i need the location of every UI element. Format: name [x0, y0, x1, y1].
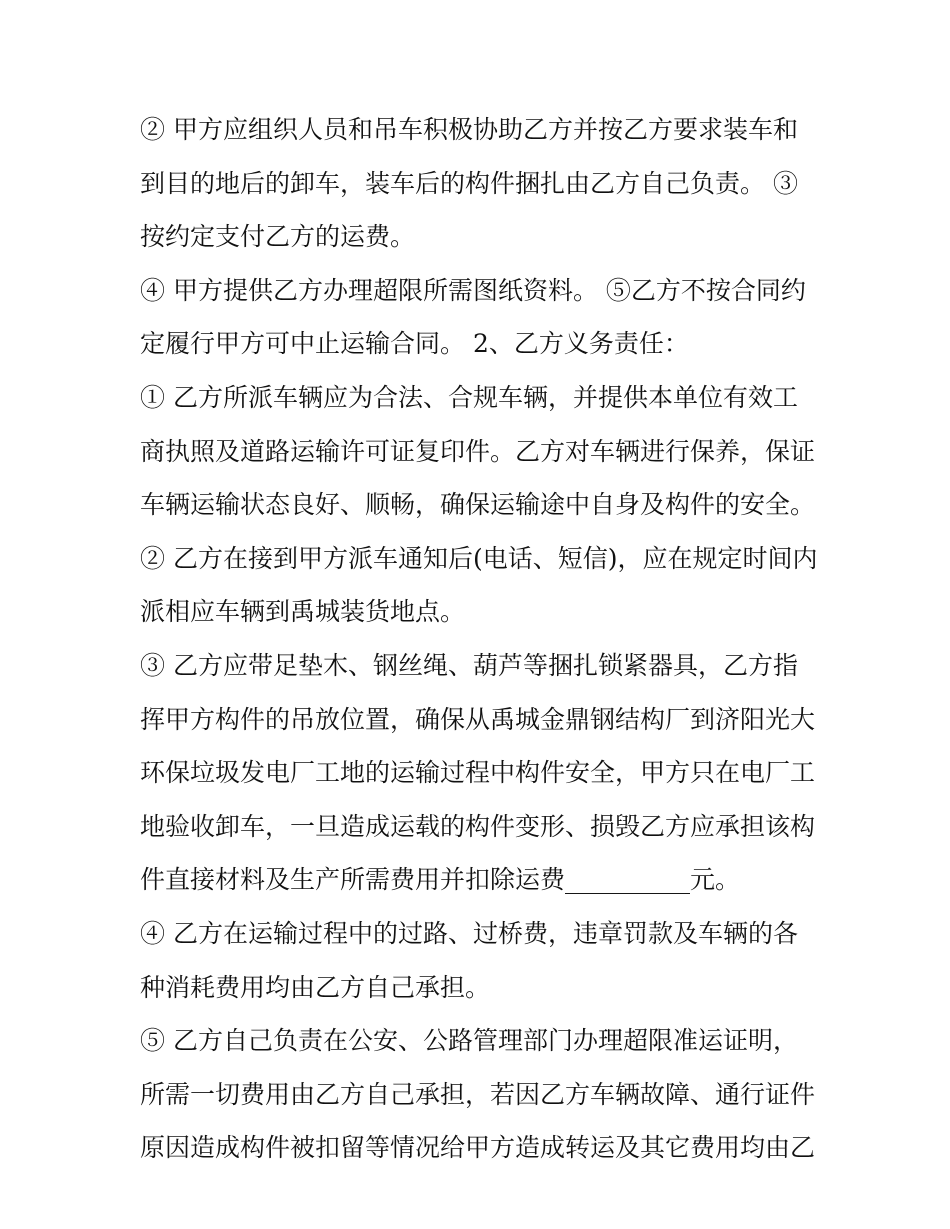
text-line: 原因造成构件被扣留等情况给甲方造成转运及其它费用均由乙: [140, 1133, 816, 1163]
document-body: [140, 110, 820, 1182]
text-line: 商执照及道路运输许可证复印件。乙方对车辆进行保养，保证: [140, 436, 816, 466]
text-line: ③ 乙方应带足垫木、钢丝绳、葫芦等捆扎锁紧器具，乙方指: [140, 650, 798, 680]
text-line: 地验收卸车，一旦造成运载的构件变形、损毁乙方应承担该构: [140, 811, 816, 841]
text-line: 挥甲方构件的吊放位置，确保从禹城金鼎钢结构厂到济阳光大: [140, 704, 816, 734]
text-line: ④ 乙方在运输过程中的过路、过桥费，违章罚款及车辆的各: [140, 918, 798, 948]
text-line: 车辆运输状态良好、顺畅，确保运输途中自身及构件的安全。: [140, 490, 816, 520]
text-line: 定履行甲方可中止运输合同。 2、乙方义务责任：: [140, 329, 689, 359]
text-line: ② 甲方应组织人员和吊车积极协助乙方并按乙方要求装车和: [140, 115, 798, 144]
text-line: 到目的地后的卸车，装车后的构件捆扎由乙方自己负责。 ③: [140, 168, 798, 198]
text-line: ② 乙方在接到甲方派车通知后(电话、短信)，应在规定时间内: [140, 543, 818, 573]
text-line: 种消耗费用均由乙方自己承担。: [140, 972, 491, 1002]
text-line: ① 乙方所派车辆应为合法、合规车辆，并提供本单位有效工: [140, 382, 798, 412]
text-line: 派相应车辆到禹城装货地点。: [140, 597, 466, 627]
text-line: 所需一切费用由乙方自己承担，若因乙方车辆故障、通行证件: [140, 1079, 816, 1109]
text-line: ⑤ 乙方自己负责在公安、公路管理部门办理超限准运证明，: [140, 1026, 798, 1056]
text-line: 按约定支付乙方的运费。: [140, 222, 416, 252]
text-line: ④ 甲方提供乙方办理超限所需图纸资料。 ⑤乙方不按合同约: [140, 275, 806, 305]
text-line: 件直接材料及生产所需费用并扣除运费__________元。: [140, 865, 741, 895]
text-line: 环保垃圾发电厂工地的运输过程中构件安全，甲方只在电厂工: [140, 758, 816, 788]
